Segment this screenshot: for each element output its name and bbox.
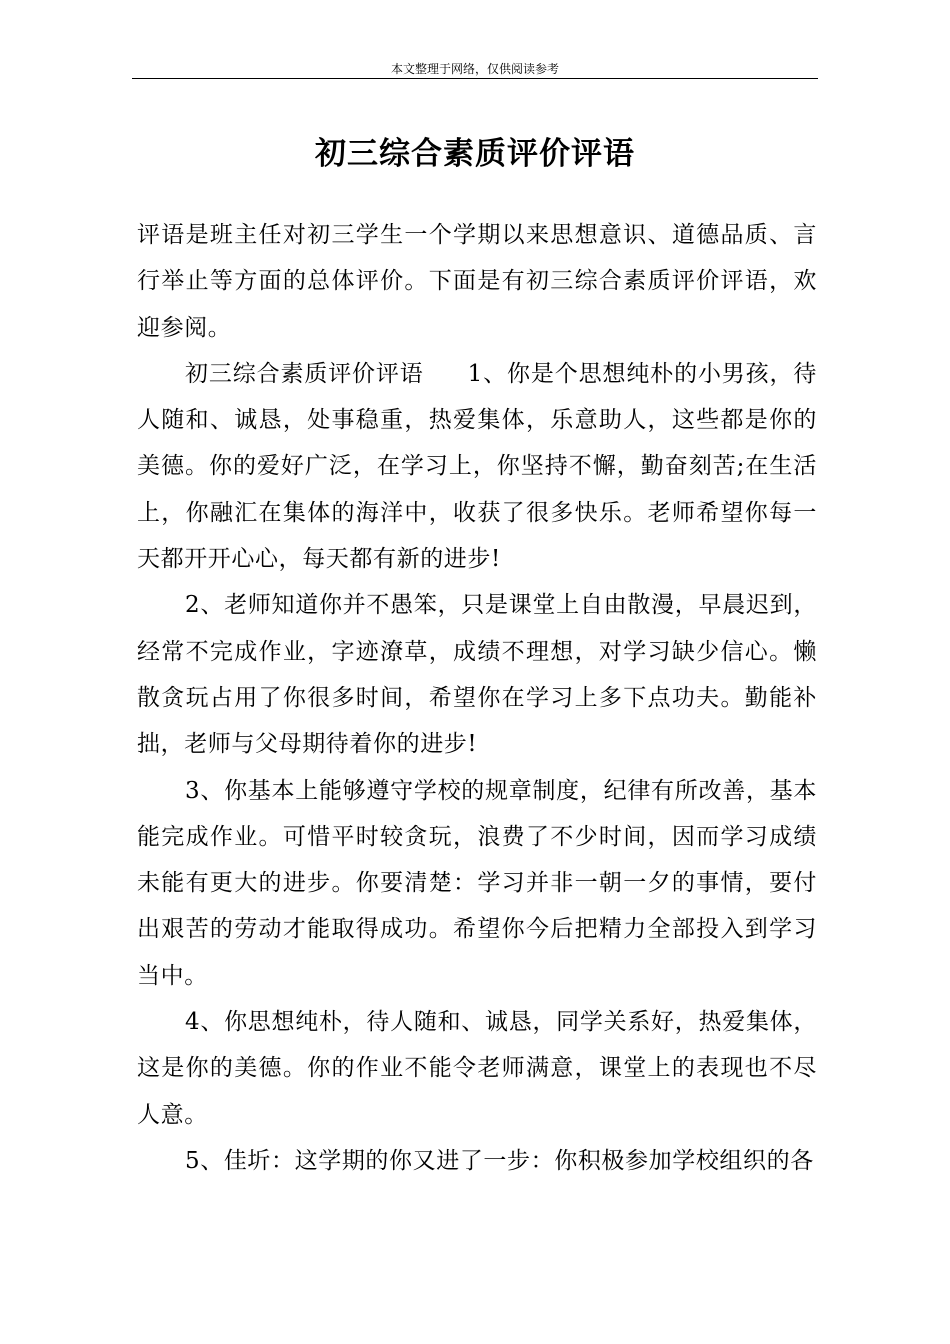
intro-paragraph: 评语是班主任对初三学生一个学期以来思想意识、道德品质、言行举止等方面的总体评价。下面是有初三综合素质评价评语，欢迎参阅。	[137, 222, 817, 341]
paragraph-4: 4、你思想纯朴，待人随和、诚恳，同学关系好，热爱集体，这是你的美德。你的作业不能令老师满意，课堂上的表现也不尽人意。	[137, 1009, 817, 1128]
section-heading: 初三综合素质评价评语	[185, 360, 424, 387]
paragraph-1-text: 1、你是个思想纯朴的小男孩，待人随和、诚恳，处事稳重，热爱集体，乐意助人，这些都是你的美德。你的爱好广泛，在学习上，你坚持不懈，勤奋刻苦;在生活上，你融汇在集体的海洋中，收获了很多快乐。老师希望你每一天都开开心心，每天都有新的进步!	[137, 360, 817, 573]
paragraph-3: 3、你基本上能够遵守学校的规章制度，纪律有所改善，基本能完成作业。可惜平时较贪玩，浪费了不少时间，因而学习成绩未能有更大的进步。你要清楚：学习并非一朝一夕的事情，要付出艰苦的劳动才能取得成功。希望你今后把精力全部投入到学习当中。	[137, 777, 817, 989]
paragraph-2: 2、老师知道你并不愚笨，只是课堂上自由散漫，早晨迟到，经常不完成作业，字迹潦草，成绩不理想，对学习缺少信心。懒散贪玩占用了你很多时间，希望你在学习上多下点功夫。勤能补拙，老师与父母期待着你的进步!	[137, 592, 817, 758]
page-header	[132, 60, 818, 79]
document-body	[137, 212, 817, 1184]
header-text: 本文整理于网络，仅供阅读参考	[390, 62, 559, 76]
paragraph-5: 5、佳圻：这学期的你又进了一步：你积极参加学校组织的各	[185, 1147, 814, 1174]
document-title: 初三综合素质评价评语	[315, 136, 635, 172]
paragraph-1	[137, 351, 817, 582]
